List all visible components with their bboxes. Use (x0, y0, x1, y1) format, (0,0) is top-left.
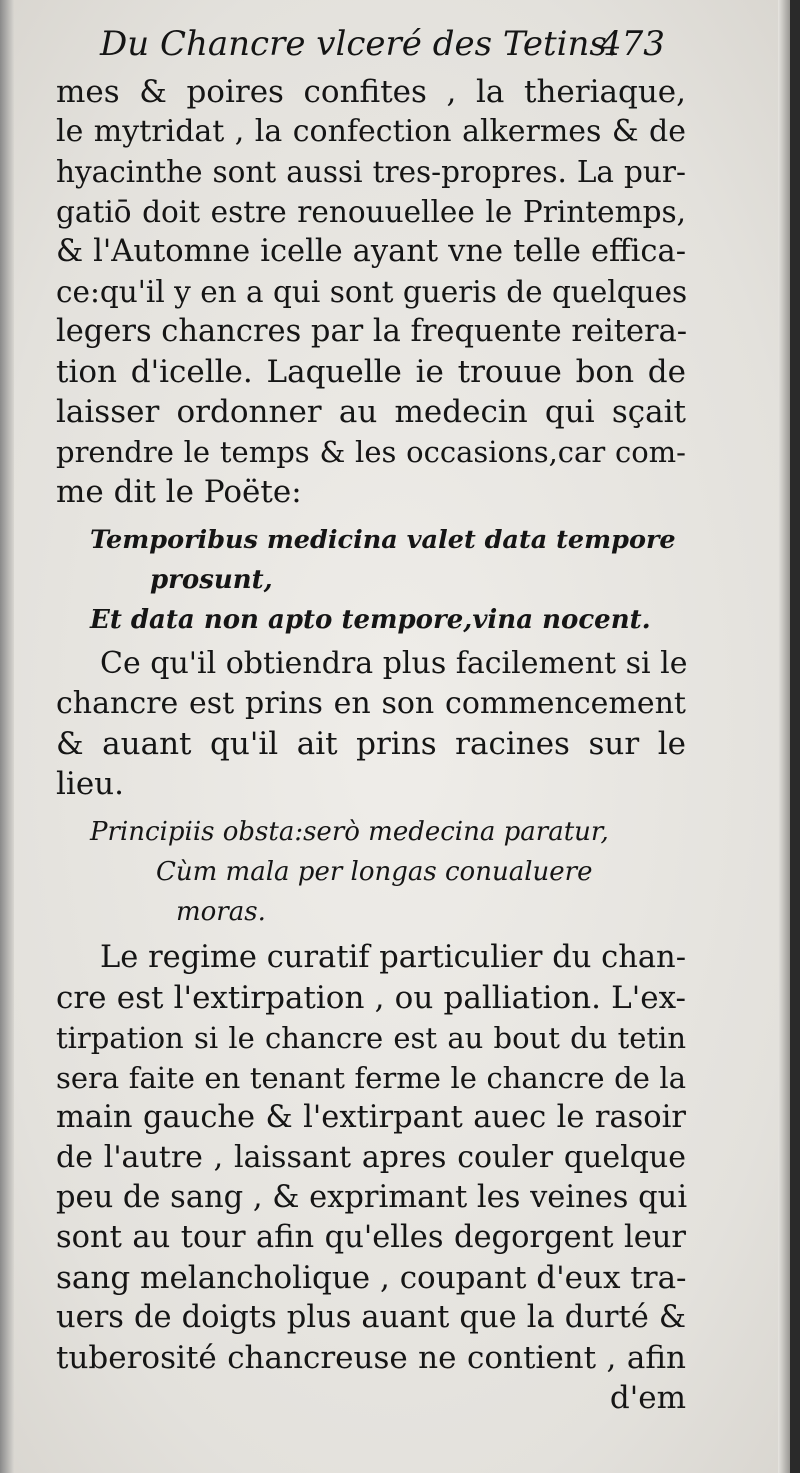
page-number: 473 (600, 24, 665, 64)
text-line: Le regime curatif particulier du chan- (100, 940, 686, 975)
text-line: chancre est prins en son commencement (56, 686, 686, 721)
text-line: hyacinthe sont aussi tres-propres. La pur- (56, 155, 686, 189)
running-head: Du Chancre vlceré des Tetins. (100, 24, 618, 64)
text-line: ce:qu'il y en a qui sont gueris de quelques (56, 275, 688, 309)
text-line: peu de sang , & exprimant les veines qui (56, 1180, 688, 1215)
text-line: uers de doigts plus auant que la durté & (56, 1300, 686, 1335)
page-edge-shadow (778, 0, 790, 1473)
text-line: lieu. (56, 766, 124, 802)
text-line: main gauche & l'extirpant auec le rasoir (56, 1100, 686, 1135)
text-line: mes & poires confites , la theriaque, (56, 74, 686, 110)
text-line: Ce qu'il obtiendra plus facilement si le (100, 646, 688, 681)
verse-line: Et data non apto tempore,vina nocent. (90, 605, 651, 635)
text-line: cre est l'extirpation , ou palliation. L'ex- (56, 980, 686, 1016)
text-line: laisser ordonner au medecin qui sçait (56, 394, 686, 430)
text-line: legers chancres par la frequente reitera- (56, 314, 688, 349)
text-line: & l'Automne icelle ayant vne telle effica- (56, 234, 686, 269)
verse-line: Temporibus medicina valet data tempore (90, 525, 676, 555)
text-line: prendre le temps & les occasions,car com- (56, 435, 686, 469)
verse-line: Cùm mala per longas conualuere (156, 857, 593, 887)
text-line: tuberosité chancreuse ne contient , afin (56, 1340, 686, 1376)
text-line: sont au tour afin qu'elles degorgent leur (56, 1220, 686, 1255)
verse-line: moras. (176, 897, 266, 927)
verse-line: prosunt, (150, 565, 273, 595)
text-line: sera faite en tenant ferme le chancre de la (56, 1061, 686, 1095)
text-line: le mytridat , la confection alkermes & de (56, 114, 686, 149)
text-line: sang melancholique , coupant d'eux tra- (56, 1260, 687, 1296)
text-line: tirpation si le chancre est au bout du tetin (56, 1021, 686, 1055)
catchword: d'em (609, 1380, 686, 1416)
text-line: de l'autre , laissant apres couler quelque (56, 1140, 686, 1175)
page-gutter-shadow (0, 0, 14, 1473)
text-line: gatiō doit estre renouuellee le Printemps, (56, 195, 686, 229)
text-line: me dit le Poëte: (56, 474, 302, 510)
text-line: tion d'icelle. Laquelle ie trouue bon de (56, 354, 686, 390)
text-line: & auant qu'il ait prins racines sur le (56, 726, 686, 762)
verse-line: Principiis obsta:serò medecina paratur, (90, 817, 609, 847)
